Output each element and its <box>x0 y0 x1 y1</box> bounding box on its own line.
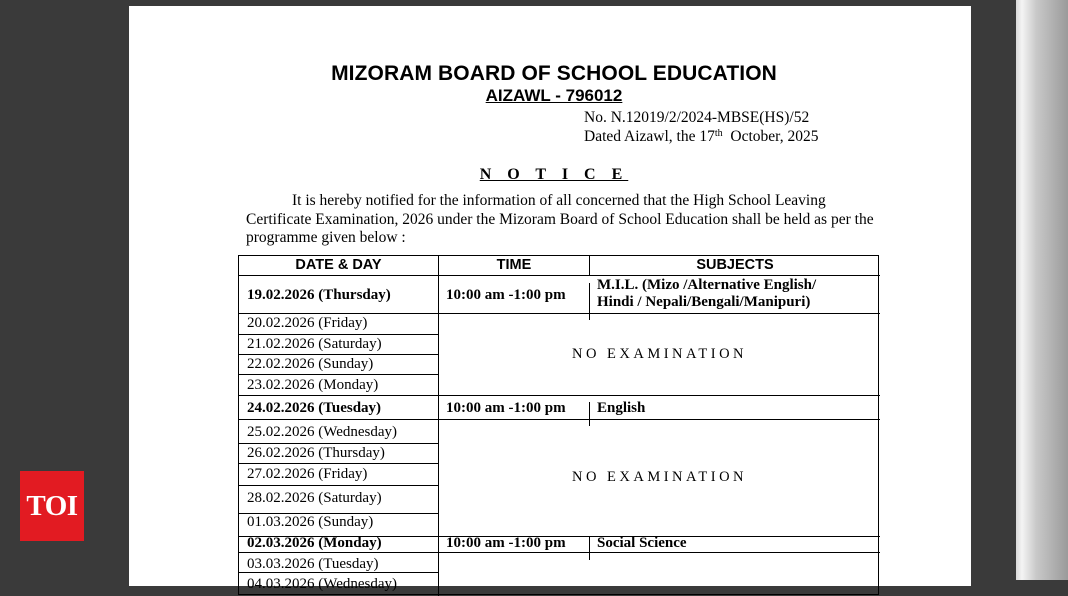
exam-subject: Social Science <box>597 535 687 551</box>
no-exam-date: 20.02.2026 (Friday) <box>247 315 368 331</box>
notice-document <box>129 6 971 592</box>
no-examination-label: NO EXAMINATION <box>571 469 748 485</box>
no-exam-date: 28.02.2026 (Saturday) <box>247 490 382 506</box>
no-examination-label: NO EXAMINATION <box>571 346 748 362</box>
no-exam-date: 01.03.2026 (Sunday) <box>247 514 374 530</box>
exam-schedule-table <box>238 255 879 595</box>
header-date-day: DATE & DAY <box>295 257 382 273</box>
exam-time: 10:00 am -1:00 pm <box>446 287 566 303</box>
no-exam-date: 27.02.2026 (Friday) <box>247 466 368 482</box>
exam-date: 24.02.2026 (Tuesday) <box>247 400 382 416</box>
no-exam-date: 22.02.2026 (Sunday) <box>247 356 374 372</box>
header-subjects: SUBJECTS <box>696 257 774 273</box>
notice-body: It is hereby notified for the information of all concerned that the High School Leaving Certificate Examination, 2026 under the Mizoram Board of School Education shall be held as per the programme given below : <box>246 192 874 246</box>
exam-subject: M.I.L. (Mizo /Alternative English/ Hindi / Nepali/Bengali/Manipuri) <box>597 277 817 310</box>
exam-date: 02.03.2026 (Monday) <box>247 535 382 551</box>
background-edge <box>1016 0 1068 580</box>
no-exam-date: 04.03.2026 (Wednesday) <box>247 576 398 592</box>
exam-time: 10:00 am -1:00 pm <box>446 535 566 551</box>
exam-time: 10:00 am -1:00 pm <box>446 400 566 416</box>
toi-logo: TOI <box>20 471 84 541</box>
exam-date: 19.02.2026 (Thursday) <box>247 287 391 303</box>
no-exam-date: 03.03.2026 (Tuesday) <box>247 556 379 572</box>
board-address: AIZAWL - 796012 <box>485 86 623 105</box>
issue-date: Dated Aizawl, the 17th October, 2025 <box>584 128 819 145</box>
header-time: TIME <box>496 257 532 273</box>
notice-title: N O T I C E <box>479 166 629 183</box>
no-exam-date: 23.02.2026 (Monday) <box>247 377 379 393</box>
no-exam-date: 25.02.2026 (Wednesday) <box>247 424 398 440</box>
reference-number: No. N.12019/2/2024-MBSE(HS)/52 <box>584 109 810 126</box>
no-exam-date: 26.02.2026 (Thursday) <box>247 445 385 461</box>
no-exam-date: 21.02.2026 (Saturday) <box>247 336 382 352</box>
board-name: MIZORAM BOARD OF SCHOOL EDUCATION <box>331 62 777 85</box>
exam-subject: English <box>597 400 646 416</box>
